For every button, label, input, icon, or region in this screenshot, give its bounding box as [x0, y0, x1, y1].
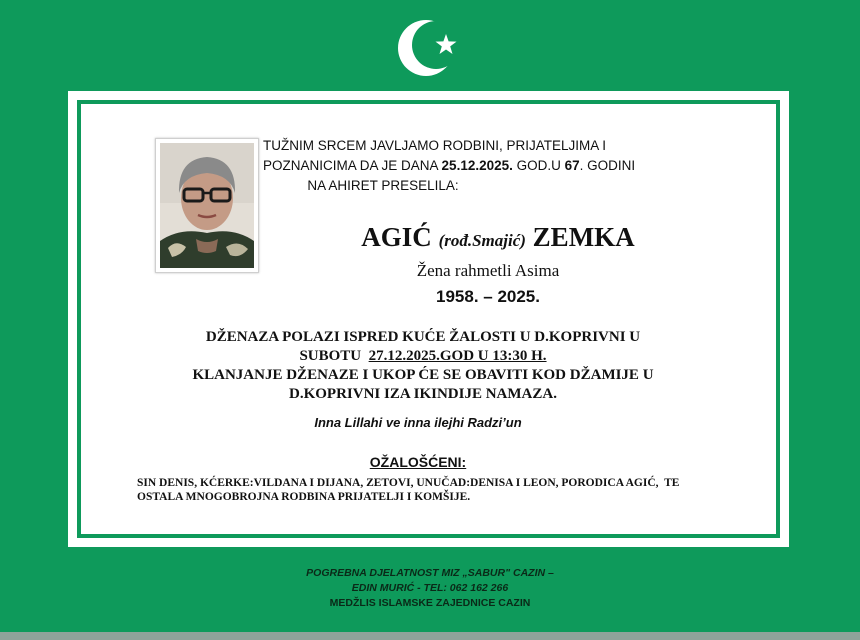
mourners-title: OŽALOŠĆENI: [369, 454, 467, 470]
funeral-line-1: DŽENAZA POLAZI ISPRED KUĆE ŽALOSTI U D.KOPRIVNI U [205, 329, 641, 345]
intro-line-2 [263, 156, 636, 176]
crescent-star-icon [398, 16, 462, 80]
footer [230, 566, 630, 611]
bottom-strip [0, 632, 860, 640]
mourners-line-2: OSTALA MNOGOBROJNA RODBINA PRIJATELJI I KOMŠIJE. [137, 491, 471, 503]
surname: AGIĆ [361, 222, 432, 252]
funeral-line-2 [158, 347, 688, 366]
footer-line-2: EDIN MURIĆ - TEL: 062 162 266 [351, 582, 509, 594]
funeral-day: SUBOTU [299, 348, 369, 364]
funeral-line-3: KLANJANJE DŽENAZE I UKOP ĆE SE OBAVITI KOD DŽAMIJE U [192, 367, 654, 383]
intro-line-2-end: . GODINI [579, 158, 636, 173]
intro-line-3: NA AHIRET PRESELILA: [307, 178, 459, 193]
intro-line-2-start: POZNANICIMA DA JE DANA [263, 158, 442, 173]
deceased-name [268, 222, 728, 253]
intro-text [263, 136, 636, 196]
death-date: 25.12.2025. [441, 158, 513, 173]
mourners-line-1: SIN DENIS, KĆERKE:VILDANA I DIJANA, ZETOVI, UNUČAD:DENISA I LEON, PORODICA AGIĆ, TE [137, 477, 680, 489]
obituary-panel [68, 91, 789, 547]
first-name: ZEMKA [532, 222, 635, 252]
intro-line-2-mid: GOD.U [512, 158, 565, 173]
funeral-datetime: 27.12.2025.GOD U 13:30 H. [368, 348, 547, 364]
deceased-photo [155, 138, 259, 273]
footer-line-1: POGREBNA DJELATNOST MIZ „SABUR" CAZIN – [306, 567, 554, 579]
mourners-list [137, 476, 737, 504]
maiden-name: (rođ.Smajić) [438, 231, 526, 250]
footer-line-3: MEDŽLIS ISLAMSKE ZAJEDNICE CAZIN [329, 597, 531, 609]
intro-line-1: TUŽNIM SRCEM JAVLJAMO RODBINI, PRIJATELJIMA I [263, 138, 607, 153]
spouse-line: Žena rahmetli Asima [416, 261, 560, 280]
age: 67 [564, 158, 580, 173]
life-years: 1958. – 2025. [436, 287, 540, 306]
funeral-line-4: D.KOPRIVNI IZA IKINDIJE NAMAZA. [289, 386, 557, 402]
funeral-info [158, 328, 688, 404]
prayer-line: Inna Lillahi ve inna ilejhi Radzi’un [314, 415, 522, 430]
